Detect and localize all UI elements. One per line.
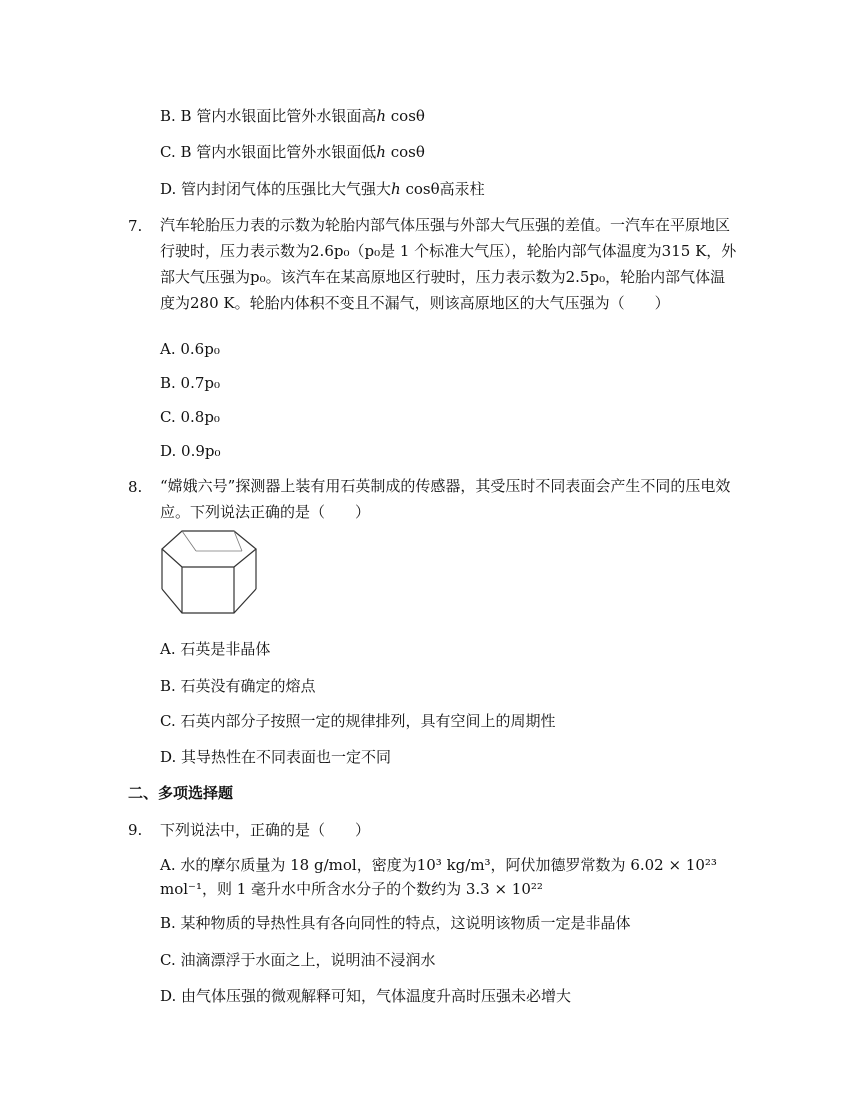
q9-number: 9. [128,821,143,839]
q8-option-d: D. 其导热性在不同表面也一定不同 [160,748,392,766]
q7-stem: 汽车轮胎压力表的示数为轮胎内部气体压强与外部大气压强的差值。一汽车在平原地区行驶时，压力表示数为2.6p₀（p₀是 1 个标准大气压），轮胎内部气体温度为315 K，外部大气压强为p₀。该汽车在某高原地区行驶时，压力表示数为2.5p₀，轮胎内部气体温度为280 K。轮胎内体积不变且不漏气，则该高原地区的大气压强为（ ） [160,216,737,312]
q9-option-c: C. 油滴漂浮于水面之上，说明油不浸润水 [160,951,436,969]
q9-option-a: A. 水的摩尔质量为 18 g/mol，密度为10³ kg/m³，阿伏加德罗常数为 6.02 × 10²³ mol⁻¹，则 1 毫升水中所含水分子的个数约为 3.3 × 10²² [160,856,717,898]
q8-option-a: A. 石英是非晶体 [160,640,271,658]
q8-stem: “嫦娥六号”探测器上装有用石英制成的传感器，其受压时不同表面会产生不同的压电效应。下列说法正确的是（ ） [160,477,731,521]
q8-option-b: B. 石英没有确定的熔点 [160,677,316,695]
section-heading: 二、多项选择题 [128,784,234,802]
q6-option-b: B. B 管内水银面比管外水银面高ℎ cosθ [160,107,425,125]
q8-number: 8. [128,478,143,496]
q7-option-b: B. 0.7p₀ [160,374,221,392]
q6-option-d: D. 管内封闭气体的压强比大气强大ℎ cosθ高汞柱 [160,180,485,198]
q8-option-c: C. 石英内部分子按照一定的规律排列，具有空间上的周期性 [160,712,556,730]
hexagonal-prism-figure [160,527,272,619]
q7-option-c: C. 0.8p₀ [160,408,220,426]
q9-option-d: D. 由气体压强的微观解释可知，气体温度升高时压强未必增大 [160,987,572,1005]
q7-option-d: D. 0.9p₀ [160,442,221,460]
q7-option-a: A. 0.6p₀ [160,340,220,358]
q9-option-b: B. 某种物质的导热性具有各向同性的特点，这说明该物质一定是非晶体 [160,914,631,932]
q7-number: 7. [128,217,143,235]
q6-option-c: C. B 管内水银面比管外水银面低ℎ cosθ [160,143,425,161]
q9-stem: 下列说法中，正确的是（ ） [160,821,371,839]
